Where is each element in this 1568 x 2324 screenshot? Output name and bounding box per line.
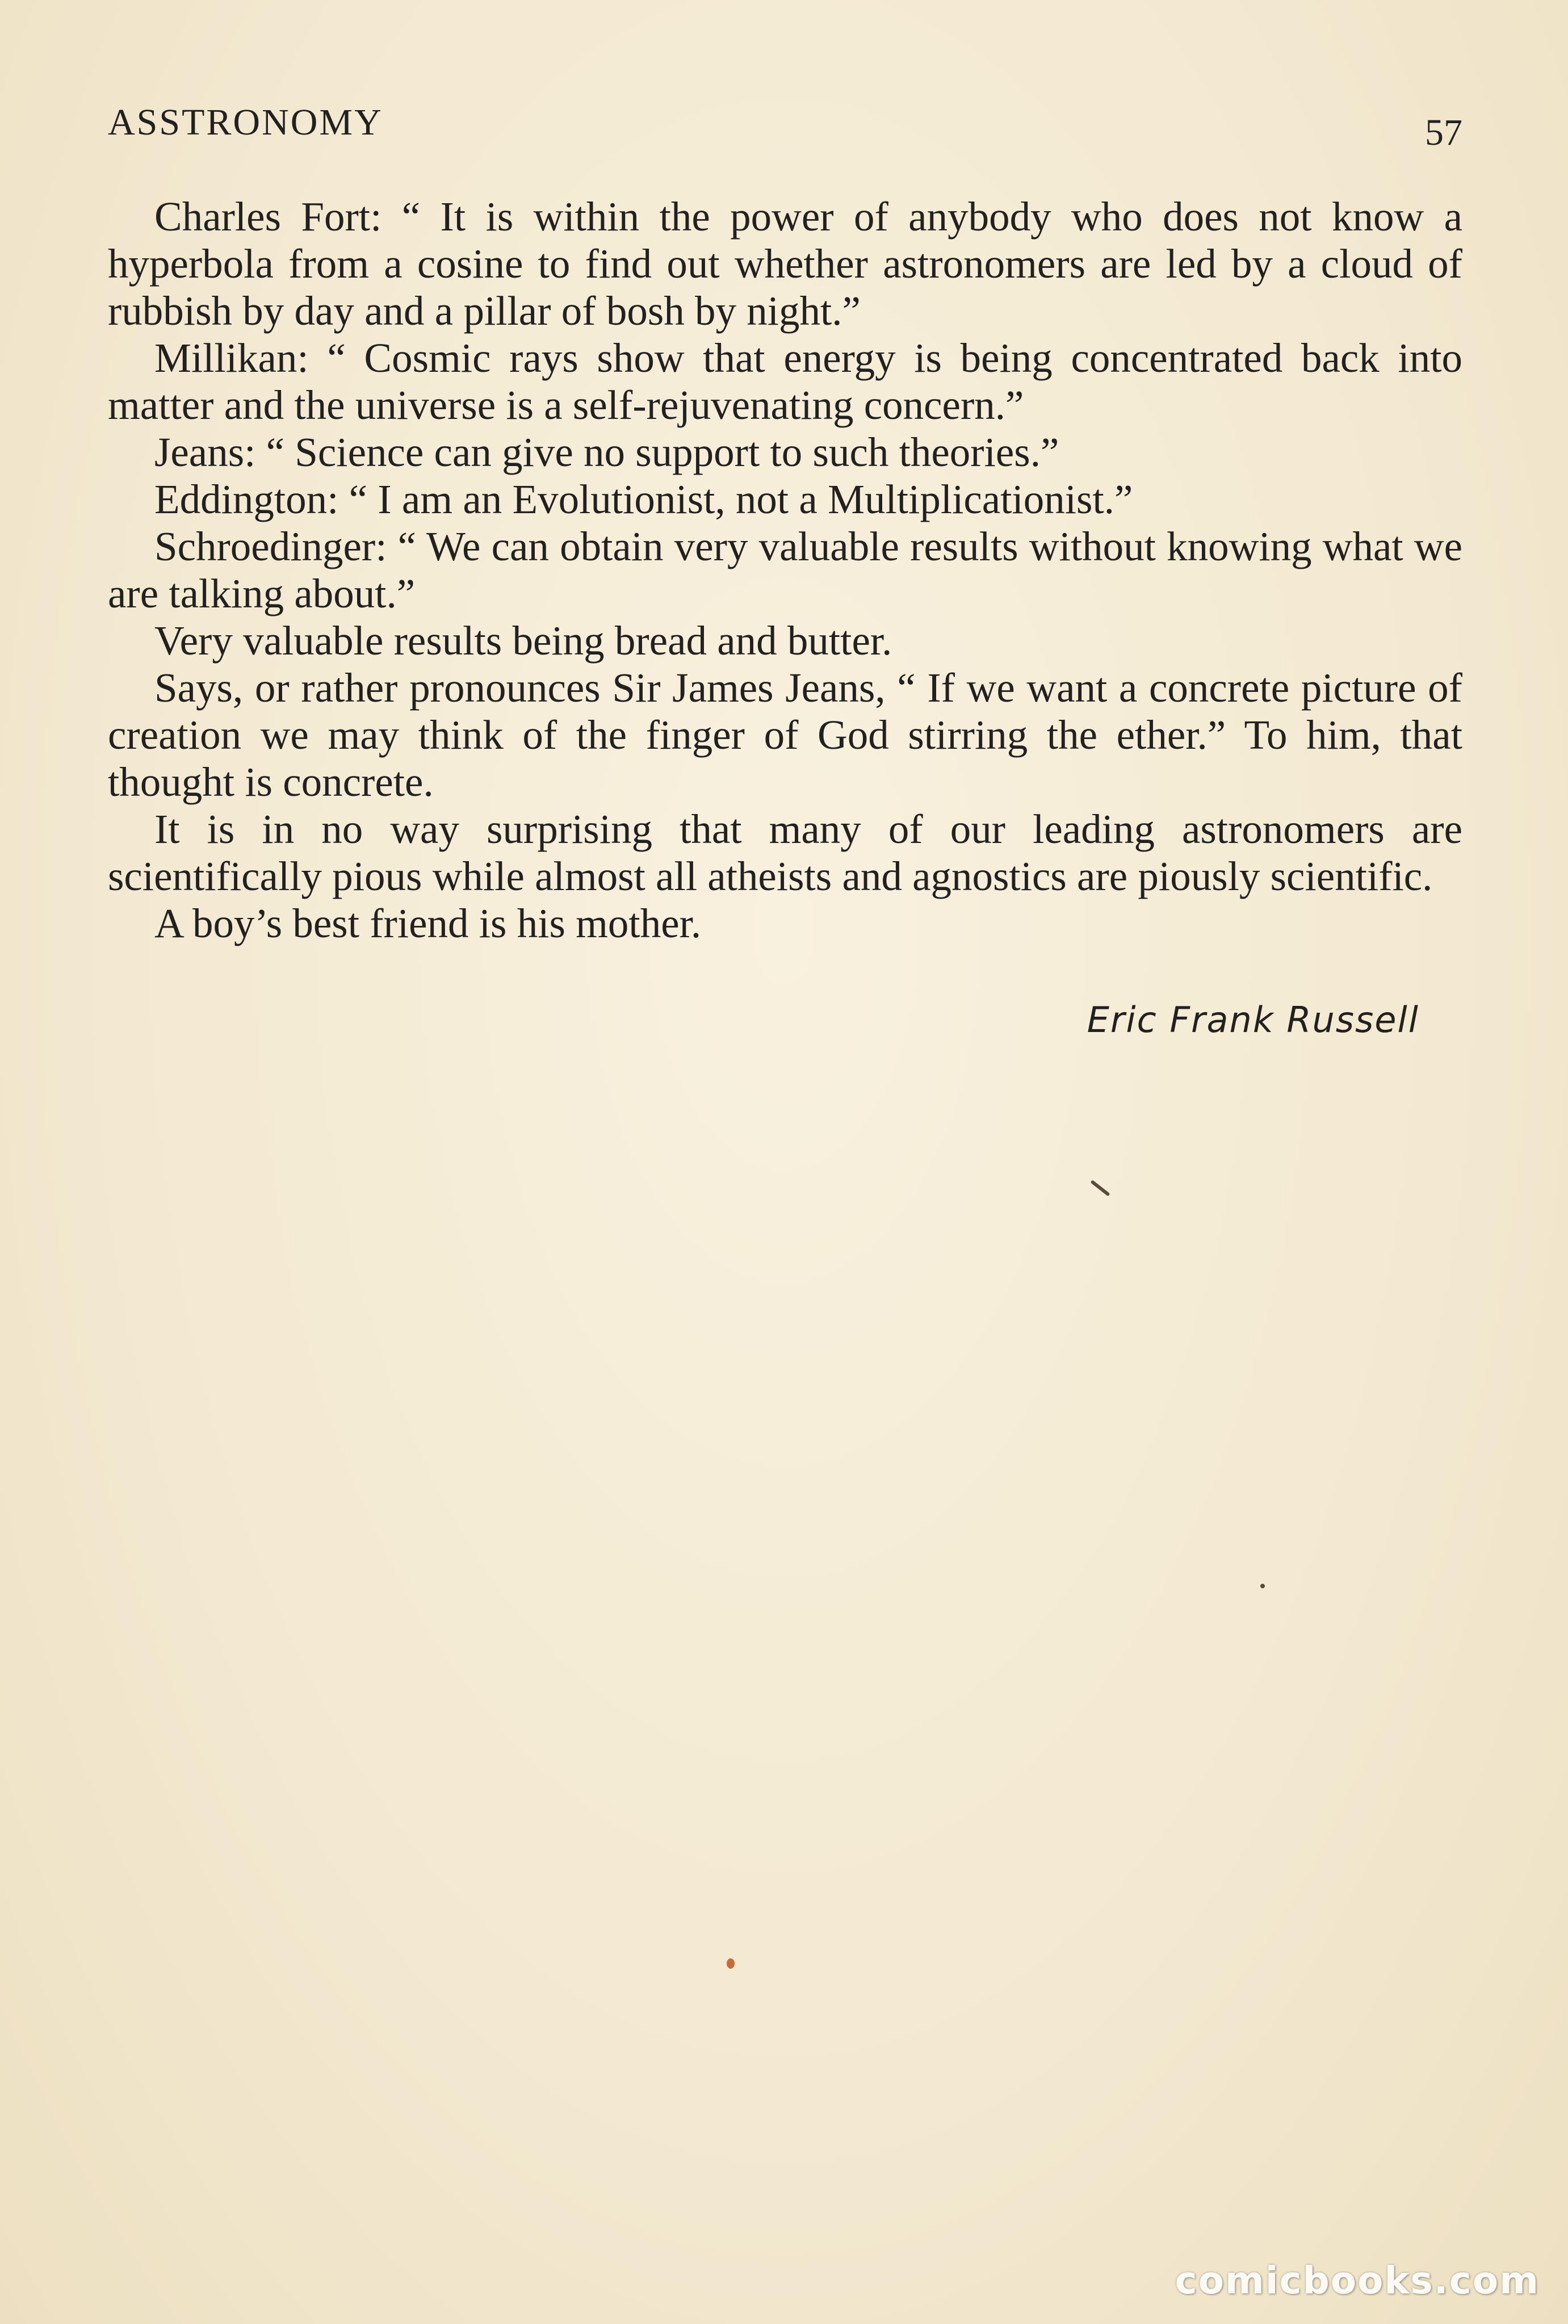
paragraph-jeans: Jeans: “ Science can give no support to such theories.” [154, 429, 1059, 475]
paragraph-boys-best-friend: A boy’s best friend is his mother. [154, 900, 702, 946]
paragraph-schroedinger: Schroedinger: “ We can obtain very valuable results without knowing what we are talking about.” [108, 523, 1462, 616]
site-watermark: comicbooks.com [1175, 2259, 1540, 2302]
paper-speck [1260, 1584, 1265, 1588]
paragraph-millikan: Millikan: “ Cosmic rays show that energy is being concentrated back into matter and the universe is a self-rejuvenating concern.” [108, 335, 1462, 428]
running-header-title: ASSTRONOMY [108, 102, 383, 143]
paper-speck [1090, 1180, 1110, 1196]
page-number: 57 [1425, 112, 1462, 153]
paragraph-charles-fort: Charles Fort: “ It is within the power of anybody who does not know a hyperbola from a cosine to find out whether astronomers are led by a cloud of rubbish by day and a pillar of bosh by night.” [108, 194, 1462, 334]
paragraph-pious-astronomers: It is in no way surprising that many of our leading astronomers are scientifically pious while almost all atheists and agnostics are piously scientific. [108, 806, 1462, 899]
paper-speck [727, 1958, 735, 1969]
article-body [108, 193, 1462, 947]
paragraph-eddington: Eddington: “ I am an Evolutionist, not a Multiplicationist.” [154, 476, 1133, 522]
paragraph-sir-james-jeans: Says, or rather pronounces Sir James Jeans, “ If we want a concrete picture of creation we may think of the finger of God stirring the ether.” To him, that thought is concrete. [108, 665, 1462, 805]
paragraph-bread-and-butter: Very valuable results being bread and butter. [154, 618, 892, 664]
author-signature: Eric Frank Russell [1087, 999, 1419, 1041]
